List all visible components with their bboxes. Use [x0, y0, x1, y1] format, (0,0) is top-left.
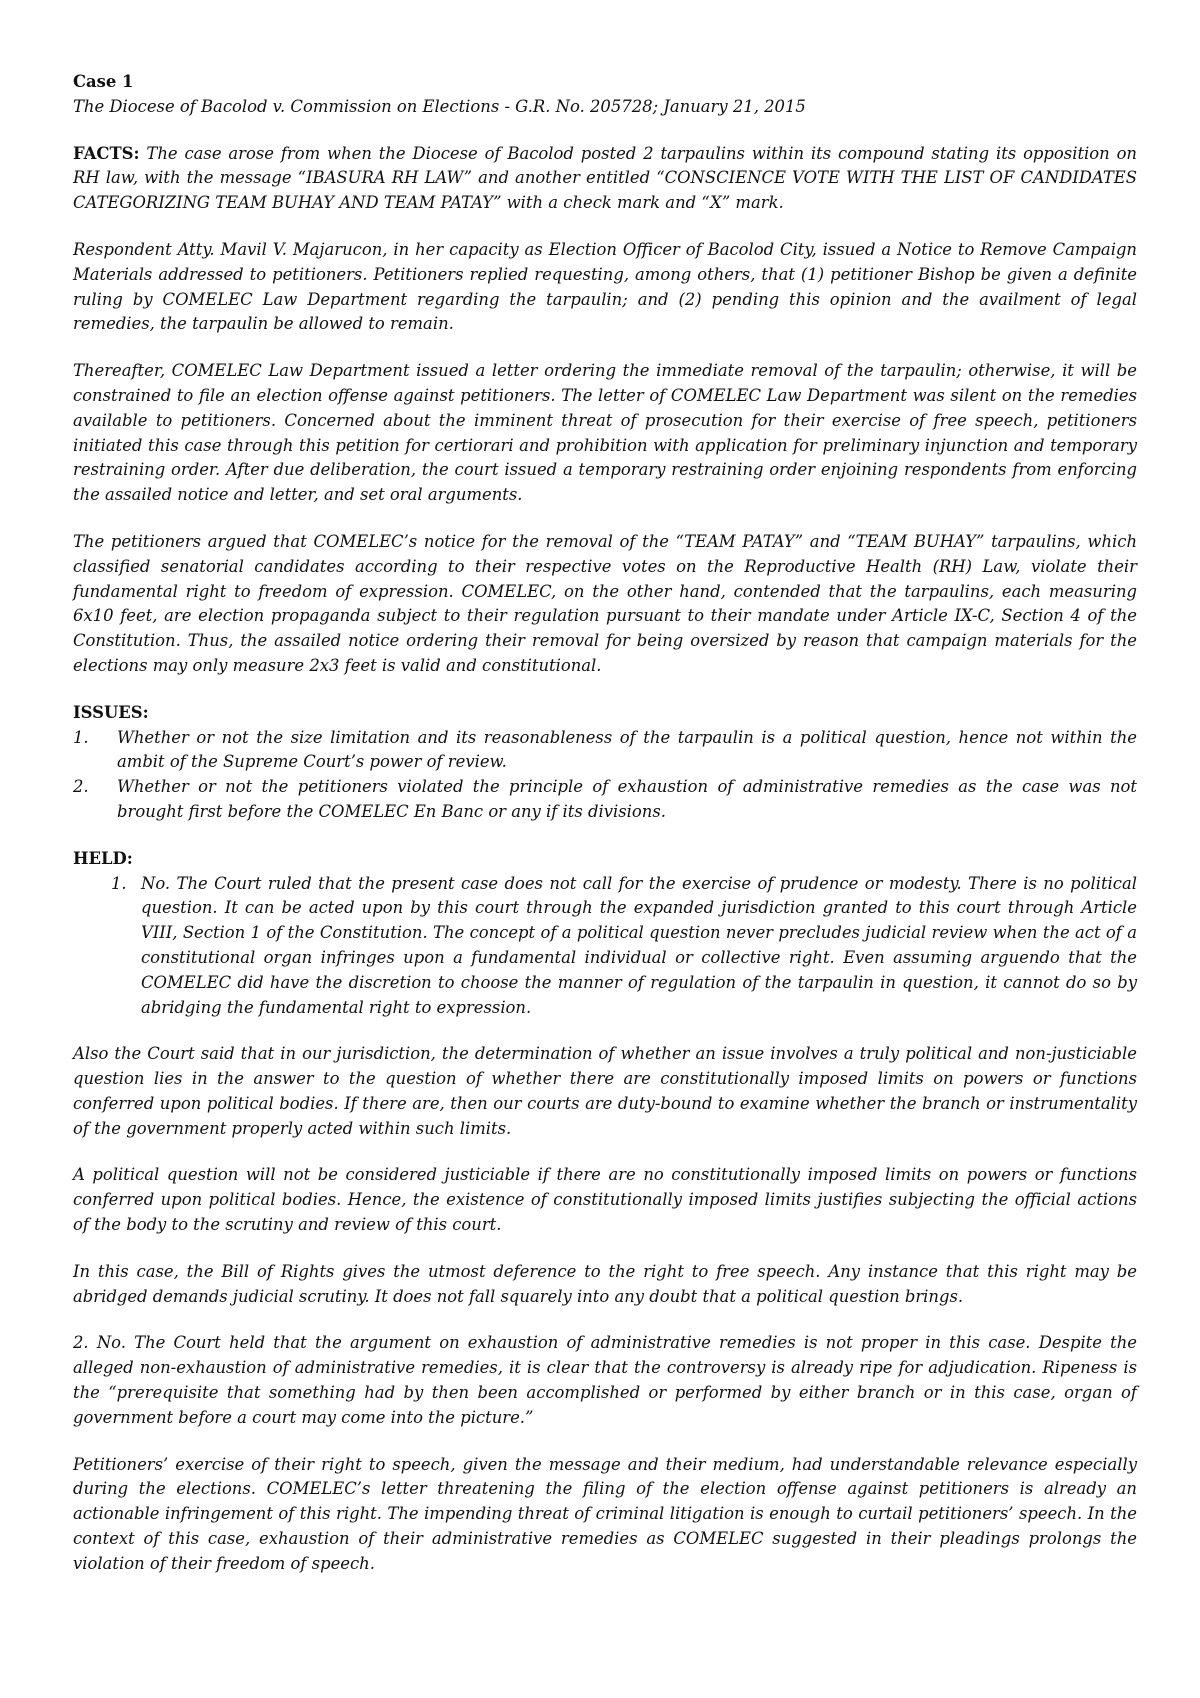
held-heading: HELD:	[73, 848, 133, 868]
facts-paragraph-2: Respondent Atty. Mavil V. Majarucon, in her capacity as Election Officer of Bacolod City, issued a Notice to Remove Campaign Materials addressed to petitioners. Petitioners replied requesting, among others, that (1) petitioner Bishop be given a definite ruling by COMELEC Law Department regarding the tarpaulin; and (2) pending this opinion and the availment of legal remedies, the tarpaulin be allowed to remain.	[73, 239, 1137, 334]
document-page	[73, 70, 1137, 1599]
held-paragraph-3: In this case, the Bill of Rights gives the utmost deference to the right to free speech. Any instance that this right may be abridged demands judicial scrutiny. It does not fall squarely into any doubt that a political question brings.	[73, 1261, 1137, 1306]
held-item-number: 1.	[111, 873, 127, 893]
issue-number: 1.	[73, 727, 89, 747]
facts-paragraph-3: Thereafter, COMELEC Law Department issued a letter ordering the immediate removal of the tarpaulin; otherwise, it will be constrained to file an election offense against petitioners. The letter of COMELEC Law Department was silent on the remedies available to petitioners. Concerned about the imminent threat of prosecution for their exercise of free speech, petitioners initiated this case through this petition for certiorari and prohibition with application for preliminary injunction and temporary restraining order. After due deliberation, the court issued a temporary restraining order enjoining respondents from enforcing the assailed notice and letter, and set oral arguments.	[73, 361, 1137, 505]
held-paragraph-1: Also the Court said that in our jurisdiction, the determination of whether an issue involves a truly political and non-justiciable question lies in the answer to the question of whether there are constitutionally imposed limits on powers or functions conferred upon political bodies. If there are, then our courts are duty-bound to examine whether the branch or instrumentality of the government properly acted within such limits.	[73, 1044, 1137, 1138]
held-item-1	[111, 872, 1137, 1021]
held-paragraph-4: 2. No. The Court held that the argument on exhaustion of administrative remedies is not proper in this case. Despite the alleged non-exhaustion of administrative remedies, it is clear that the controversy is already ripe for adjudication. Ripeness is the “prerequisite that something had by then been accomplished or performed by either branch or in this case, organ of government before a court may come into the picture.”	[73, 1333, 1137, 1427]
issue-item	[73, 775, 1137, 825]
issue-text: Whether or not the size limitation and its reasonableness of the tarpaulin is a political question, hence not within the ambit of the Supreme Court’s power of review.	[117, 727, 1137, 772]
case-title: The Diocese of Bacolod v. Commission on Elections - G.R. No. 205728; January 21, 2015	[73, 96, 806, 116]
issue-number: 2.	[73, 777, 89, 797]
issue-item	[73, 726, 1137, 776]
issues-heading: ISSUES:	[73, 702, 149, 722]
held-paragraph-5: Petitioners’ exercise of their right to speech, given the message and their medium, had understandable relevance especially during the elections. COMELEC’s letter threatening the filing of the election offense against petitioners is already an actionable infringement of this right. The impending threat of criminal litigation is enough to curtail petitioners’ speech. In the context of this case, exhaustion of their administrative remedies as COMELEC suggested in their pleadings prolongs the violation of their freedom of speech.	[73, 1454, 1137, 1573]
issue-text: Whether or not the petitioners violated the principle of exhaustion of administrative remedies as the case was not brought first before the COMELEC En Banc or any if its divisions.	[117, 777, 1137, 821]
facts-paragraph-4: The petitioners argued that COMELEC’s notice for the removal of the “TEAM PATAY” and “TEAM BUHAY” tarpaulins, which classified senatorial candidates according to their respective votes on the Reproductive Health (RH) Law, violate their fundamental right to freedom of expression. COMELEC, on the other hand, contended that the tarpaulins, each measuring 6x10 feet, are election propaganda subject to their regulation pursuant to their mandate under Article IX-C, Section 4 of the Constitution. Thus, the assailed notice ordering their removal for being oversized by reason that campaign materials for the elections may only measure 2x3 feet is valid and constitutional.	[73, 531, 1137, 675]
held-paragraph-2: A political question will not be considered justiciable if there are no constitutionally imposed limits on powers or functions conferred upon political bodies. Hence, the existence of constitutionally imposed limits justifies subjecting the official actions of the body to the scrutiny and review of this court.	[73, 1165, 1137, 1235]
case-label: Case 1	[73, 72, 134, 91]
facts-paragraph-1	[73, 142, 1137, 216]
held-item-text: No. The Court ruled that the present case does not call for the exercise of prudence or modesty. There is no political question. It can be acted upon by this court through the expanded jurisdiction granted to this court through Article VIII, Section 1 of the Constitution. The concept of a political question never precludes judicial review when the act of a constitutional organ infringes upon a fundamental individual or collective right. Even assuming arguendo that the COMELEC did have the discretion to choose the manner of regulation of the tarpaulin in question, it cannot do so by abridging the fundamental right to expression.	[141, 873, 1137, 1017]
facts-text-1: The case arose from when the Diocese of Bacolod posted 2 tarpaulins within its compound stating its opposition on RH law, with the message “IBASURA RH LAW” and another entitled “CONSCIENCE VOTE WITH THE LIST OF CANDIDATES CATEGORIZING TEAM BUHAY AND TEAM PATAY” with a check mark and “X” mark.	[73, 143, 1137, 213]
facts-heading: FACTS:	[73, 143, 140, 163]
issues-list	[73, 726, 1137, 825]
